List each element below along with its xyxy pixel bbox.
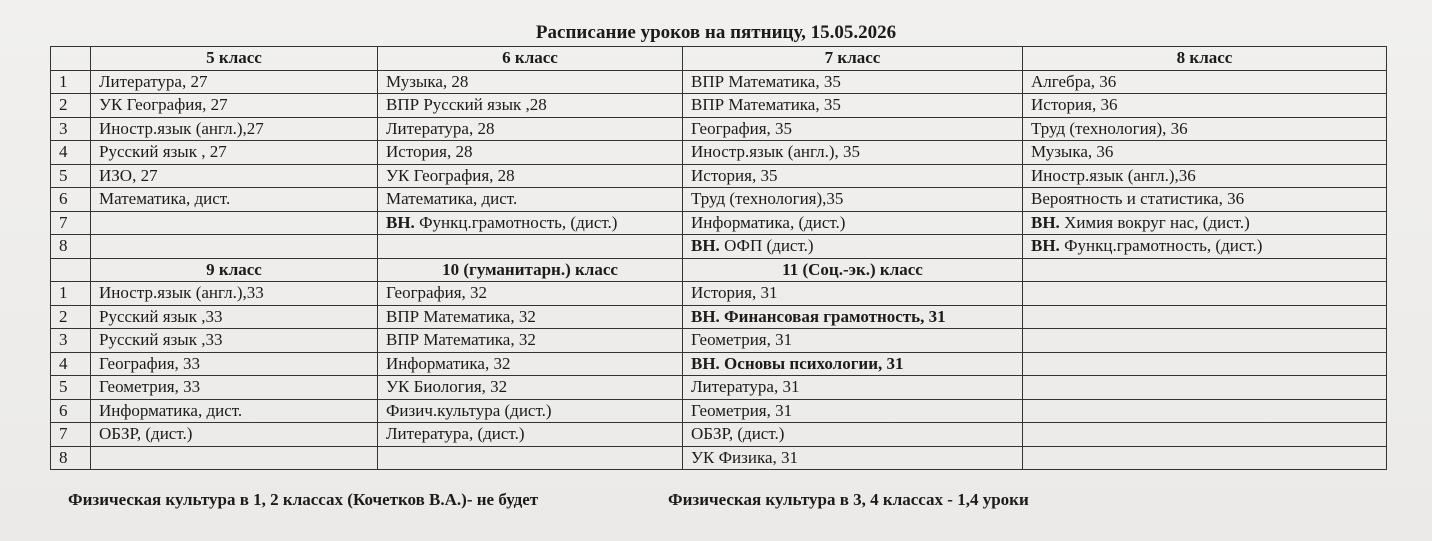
lesson-cell: УК Физика, 31: [683, 446, 1023, 470]
lesson-cell: Литература, 31: [683, 376, 1023, 400]
lesson-row: [51, 305, 1387, 329]
lesson-cell: УК Биология, 32: [378, 376, 683, 400]
lesson-cell: ВПР Математика, 32: [378, 329, 683, 353]
lesson-cell: [91, 188, 378, 212]
lesson-text: УК География, 28: [386, 165, 515, 185]
class-header: 8 класс: [1023, 47, 1387, 71]
lesson-number: 8: [51, 235, 91, 259]
lesson-cell: [683, 70, 1023, 94]
lesson-text: ВПР Математика, 35: [691, 71, 841, 91]
lesson-text: Иностр.язык (англ.),36: [1031, 165, 1196, 185]
lesson-cell: [683, 188, 1023, 212]
lesson-text: Музыка, 36: [1031, 142, 1114, 162]
lesson-cell: [1023, 235, 1387, 259]
lesson-cell: [378, 70, 683, 94]
lesson-cell: [378, 141, 683, 165]
lesson-cell: Русский язык ,33: [91, 329, 378, 353]
lesson-cell: [378, 211, 683, 235]
header-blank-cell: [51, 47, 91, 71]
header-blank-cell: [51, 258, 91, 282]
lesson-text: Информатика, (дист.): [691, 212, 846, 232]
lesson-cell: [1023, 423, 1387, 447]
lesson-row: [51, 141, 1387, 165]
lesson-text: Функц.грамотность, (дист.): [1064, 236, 1263, 256]
lesson-cell: [378, 94, 683, 118]
lesson-row: [51, 70, 1387, 94]
lesson-cell: [683, 164, 1023, 188]
block1-header-row: [51, 47, 1387, 71]
lesson-cell: ВПР Математика, 32: [378, 305, 683, 329]
lesson-number: 6: [51, 399, 91, 423]
lesson-cell: [683, 141, 1023, 165]
lesson-text: Труд (технология),35: [691, 189, 844, 209]
lesson-text: ВПР Математика, 35: [691, 95, 841, 115]
extracurricular-marker: ВН.: [1031, 212, 1060, 232]
lesson-cell: [91, 141, 378, 165]
class-header: 7 класс: [683, 47, 1023, 71]
lesson-text: ОФП (дист.): [724, 236, 814, 256]
lesson-text: Иностр.язык (англ.),27: [99, 118, 264, 138]
lesson-cell: Геометрия, 33: [91, 376, 378, 400]
lesson-text: Литература, 27: [99, 71, 208, 91]
lesson-cell: [91, 117, 378, 141]
lesson-cell: [91, 211, 378, 235]
lesson-cell: Геометрия, 31: [683, 329, 1023, 353]
lesson-number: 1: [51, 282, 91, 306]
lesson-cell: Литература, (дист.): [378, 423, 683, 447]
lesson-text: Иностр.язык (англ.), 35: [691, 142, 861, 162]
lesson-cell: [378, 235, 683, 259]
lesson-cell: [1023, 329, 1387, 353]
lesson-row: [51, 329, 1387, 353]
lesson-row: [51, 188, 1387, 212]
class-header: 10 (гуманитарн.) класс: [378, 258, 683, 282]
block2-header-row: [51, 258, 1387, 282]
lesson-cell: Физич.культура (дист.): [378, 399, 683, 423]
lesson-number: 5: [51, 376, 91, 400]
lesson-text: УК География, 27: [99, 95, 228, 115]
lesson-cell: История, 31: [683, 282, 1023, 306]
lesson-text: Алгебра, 36: [1031, 71, 1117, 91]
lesson-number: 7: [51, 423, 91, 447]
lesson-cell: [91, 235, 378, 259]
lesson-cell: [1023, 399, 1387, 423]
lesson-text: История, 28: [386, 142, 473, 162]
lesson-cell: [378, 188, 683, 212]
lesson-text: Русский язык , 27: [99, 142, 227, 162]
lesson-cell: [1023, 305, 1387, 329]
lesson-cell: ОБЗР, (дист.): [683, 423, 1023, 447]
lesson-cell: [683, 235, 1023, 259]
lesson-row: [51, 376, 1387, 400]
lesson-row: [51, 399, 1387, 423]
lesson-cell: [1023, 211, 1387, 235]
footer-note-left: Физическая культура в 1, 2 классах (Кочетков В.А.)- не будет: [68, 490, 539, 509]
lesson-cell: [1023, 352, 1387, 376]
lesson-cell: [91, 446, 378, 470]
lesson-number: 3: [51, 117, 91, 141]
lesson-text: Музыка, 28: [386, 71, 469, 91]
lesson-cell: [683, 211, 1023, 235]
lesson-number: 4: [51, 141, 91, 165]
lesson-cell: Геометрия, 31: [683, 399, 1023, 423]
lesson-row: [51, 423, 1387, 447]
lesson-cell: [91, 164, 378, 188]
lesson-row: [51, 164, 1387, 188]
lesson-cell: Иностр.язык (англ.),33: [91, 282, 378, 306]
lesson-text: Вероятность и статистика, 36: [1031, 189, 1245, 209]
class-header: 9 класс: [91, 258, 378, 282]
lesson-row: [51, 94, 1387, 118]
class-header: 11 (Соц.-эк.) класс: [683, 258, 1023, 282]
lesson-cell: [91, 70, 378, 94]
lesson-number: 2: [51, 305, 91, 329]
lesson-cell: [1023, 376, 1387, 400]
lesson-cell: [1023, 94, 1387, 118]
extracurricular-marker: ВН.: [386, 212, 415, 232]
lesson-text: История, 35: [691, 165, 778, 185]
lesson-cell: [1023, 164, 1387, 188]
lesson-row: [51, 235, 1387, 259]
lesson-row: [51, 117, 1387, 141]
lesson-text: Математика, дист.: [386, 189, 518, 209]
lesson-number: 5: [51, 164, 91, 188]
lesson-cell: [378, 446, 683, 470]
lesson-number: 2: [51, 94, 91, 118]
extracurricular-marker: ВН.: [1031, 236, 1060, 256]
lesson-text: География, 35: [691, 118, 793, 138]
lesson-text: История, 36: [1031, 95, 1118, 115]
lesson-cell: [91, 94, 378, 118]
lesson-row: [51, 282, 1387, 306]
lesson-row: [51, 352, 1387, 376]
lesson-cell: ОБЗР, (дист.): [91, 423, 378, 447]
lesson-cell: [1023, 117, 1387, 141]
lesson-cell: ВН. Финансовая грамотность, 31: [683, 305, 1023, 329]
lesson-cell: Информатика, дист.: [91, 399, 378, 423]
lesson-text: Химия вокруг нас, (дист.): [1064, 212, 1250, 232]
lesson-number: 3: [51, 329, 91, 353]
lesson-cell: Русский язык ,33: [91, 305, 378, 329]
lesson-cell: [1023, 282, 1387, 306]
schedule-table: [50, 46, 1387, 470]
lesson-cell: [683, 117, 1023, 141]
lesson-cell: [1023, 446, 1387, 470]
class-header: [1023, 258, 1387, 282]
lesson-row: [51, 446, 1387, 470]
lesson-number: 7: [51, 211, 91, 235]
lesson-text: Труд (технология), 36: [1031, 118, 1188, 138]
lesson-cell: [1023, 70, 1387, 94]
lesson-text: Функц.грамотность, (дист.): [419, 212, 618, 232]
class-header: 6 класс: [378, 47, 683, 71]
lesson-number: 8: [51, 446, 91, 470]
lesson-number: 4: [51, 352, 91, 376]
lesson-number: 1: [51, 70, 91, 94]
footer-note-right: Физическая культура в 3, 4 классах - 1,4 уроки: [668, 490, 1029, 509]
lesson-text: ВПР Русский язык ,28: [386, 95, 547, 115]
lesson-row: [51, 211, 1387, 235]
lesson-cell: География, 33: [91, 352, 378, 376]
lesson-cell: ВН. Основы психологии, 31: [683, 352, 1023, 376]
lesson-text: Математика, дист.: [99, 189, 231, 209]
lesson-text: Литература, 28: [386, 118, 495, 138]
lesson-cell: [1023, 188, 1387, 212]
lesson-cell: География, 32: [378, 282, 683, 306]
lesson-cell: [683, 94, 1023, 118]
lesson-cell: [378, 164, 683, 188]
lesson-text: ИЗО, 27: [99, 165, 158, 185]
lesson-cell: Информатика, 32: [378, 352, 683, 376]
lesson-cell: [1023, 141, 1387, 165]
page-title: Расписание уроков на пятницу, 15.05.2026: [535, 22, 897, 43]
extracurricular-marker: ВН.: [691, 236, 720, 256]
lesson-number: 6: [51, 188, 91, 212]
lesson-cell: [378, 117, 683, 141]
class-header: 5 класс: [91, 47, 378, 71]
